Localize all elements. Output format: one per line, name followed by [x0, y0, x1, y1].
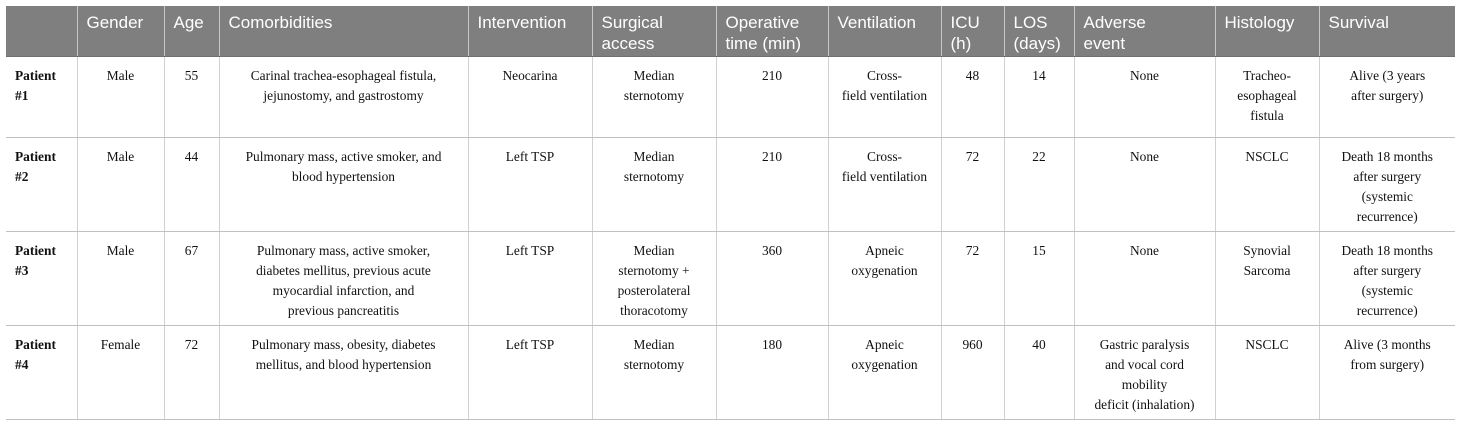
header-histology: Histology [1215, 6, 1319, 56]
header-adverse-event [1074, 6, 1215, 56]
operative-time-cell: 210 [716, 137, 828, 231]
icu-cell: 72 [941, 231, 1004, 325]
surgical-access-cell [592, 325, 716, 419]
cell-line: mellitus, and blood hypertension [255, 356, 432, 372]
cell-line: deficit (inhalation) [1094, 396, 1195, 412]
cell-line: oxygenation [851, 262, 918, 278]
cell-line: NSCLC [1245, 148, 1289, 164]
cell-line: Alive (3 months [1343, 336, 1431, 352]
cell-line: Patient [15, 242, 56, 258]
cell-line: None [1129, 148, 1159, 164]
cell-line: myocardial infarction, and [272, 282, 415, 298]
cell-line: Alive (3 years [1349, 67, 1426, 83]
ventilation-cell [828, 231, 941, 325]
los-cell: 15 [1004, 231, 1074, 325]
adverse-event-cell [1074, 137, 1215, 231]
cell-line: None [1129, 67, 1159, 83]
survival-cell [1319, 325, 1455, 419]
histology-cell [1215, 325, 1319, 419]
ventilation-cell [828, 56, 941, 137]
surgical-access-cell [592, 231, 716, 325]
cell-line: Cross- [867, 148, 902, 164]
header-line: (h) [950, 34, 972, 53]
survival-cell [1319, 56, 1455, 137]
patient-cell [6, 56, 77, 137]
operative-time-cell: 210 [716, 56, 828, 137]
icu-cell: 72 [941, 137, 1004, 231]
cell-line: jejunostomy, and gastrostomy [263, 87, 424, 103]
cell-line: from surgery) [1350, 356, 1425, 372]
cell-line: recurrence) [1356, 302, 1418, 318]
cell-line: Median [633, 67, 675, 83]
survival-cell [1319, 137, 1455, 231]
table-row [6, 137, 1455, 231]
intervention-cell: Left TSP [468, 231, 592, 325]
patient-cell [6, 137, 77, 231]
cell-line: Patient [15, 336, 56, 352]
los-cell: 40 [1004, 325, 1074, 419]
intervention-cell: Left TSP [468, 325, 592, 419]
cell-line: Patient [15, 67, 56, 83]
header-patient [6, 6, 77, 56]
cell-line: Pulmonary mass, active smoker, [256, 242, 431, 258]
age-cell: 67 [164, 231, 219, 325]
gender-cell: Male [77, 56, 164, 137]
table-row [6, 231, 1455, 325]
surgical-access-cell [592, 56, 716, 137]
cell-line: Patient [15, 148, 56, 164]
comorbidities-cell [219, 56, 468, 137]
histology-cell [1215, 137, 1319, 231]
header-surgical-access [592, 6, 716, 56]
gender-cell: Male [77, 231, 164, 325]
cell-line: Gastric paralysis [1099, 336, 1190, 352]
cell-line: mobility [1121, 376, 1168, 392]
cell-line: Cross- [867, 67, 902, 83]
gender-cell: Female [77, 325, 164, 419]
patient-outcomes-table [6, 6, 1455, 420]
cell-line: (systemic [1361, 188, 1413, 204]
cell-line: blood hypertension [291, 168, 396, 184]
table-row [6, 56, 1455, 137]
cell-line: None [1129, 242, 1159, 258]
cell-line: Tracheo- [1243, 67, 1291, 83]
adverse-event-cell [1074, 56, 1215, 137]
cell-line: Median [633, 242, 675, 258]
header-comorbidities: Comorbidities [219, 6, 468, 56]
header-ventilation: Ventilation [828, 6, 941, 56]
header-icu [941, 6, 1004, 56]
cell-line: field ventilation [841, 87, 928, 103]
header-survival: Survival [1319, 6, 1455, 56]
adverse-event-cell [1074, 231, 1215, 325]
cell-line: #3 [15, 262, 29, 278]
header-line: (days) [1013, 34, 1061, 53]
cell-line: sternotomy + [618, 262, 690, 278]
patient-cell [6, 325, 77, 419]
header-los [1004, 6, 1074, 56]
age-cell: 44 [164, 137, 219, 231]
los-cell: 22 [1004, 137, 1074, 231]
cell-line: Median [633, 148, 675, 164]
cell-line: Apneic [865, 336, 904, 352]
cell-line: after surgery) [1351, 87, 1424, 103]
icu-cell: 960 [941, 325, 1004, 419]
cell-line: #2 [15, 168, 29, 184]
cell-line: and vocal cord [1105, 356, 1184, 372]
header-line: ICU [950, 13, 980, 32]
cell-line: fistula [1250, 107, 1284, 123]
cell-line: sternotomy [623, 356, 685, 372]
icu-cell: 48 [941, 56, 1004, 137]
cell-line: posterolateral [617, 282, 691, 298]
table-row [6, 325, 1455, 419]
gender-cell: Male [77, 137, 164, 231]
header-intervention: Intervention [468, 6, 592, 56]
header-line: Surgical [601, 13, 663, 32]
cell-line: Median [633, 336, 675, 352]
cell-line: (systemic [1361, 282, 1413, 298]
cell-line: Carinal trachea-esophageal fistula, [250, 67, 437, 83]
header-operative-time [716, 6, 828, 56]
header-line: Operative [725, 13, 800, 32]
comorbidities-cell [219, 231, 468, 325]
cell-line: field ventilation [841, 168, 928, 184]
cell-line: Death 18 months [1341, 242, 1433, 258]
ventilation-cell [828, 137, 941, 231]
cell-line: after surgery [1353, 262, 1422, 278]
adverse-event-cell [1074, 325, 1215, 419]
histology-cell [1215, 56, 1319, 137]
survival-cell [1319, 231, 1455, 325]
intervention-cell: Neocarina [468, 56, 592, 137]
cell-line: Synovial [1243, 242, 1291, 258]
histology-cell [1215, 231, 1319, 325]
cell-line: #1 [15, 87, 29, 103]
table-header-row [6, 6, 1455, 56]
age-cell: 72 [164, 325, 219, 419]
cell-line: Pulmonary mass, active smoker, and [245, 148, 442, 164]
header-age: Age [164, 6, 219, 56]
cell-line: NSCLC [1245, 336, 1289, 352]
header-line: event [1083, 34, 1126, 53]
cell-line: previous pancreatitis [287, 302, 400, 318]
header-line: LOS [1013, 13, 1048, 32]
header-line: access [601, 34, 655, 53]
cell-line: Sarcoma [1243, 262, 1291, 278]
operative-time-cell: 180 [716, 325, 828, 419]
cell-line: Apneic [865, 242, 904, 258]
cell-line: after surgery [1353, 168, 1422, 184]
comorbidities-cell [219, 137, 468, 231]
operative-time-cell: 360 [716, 231, 828, 325]
patient-cell [6, 231, 77, 325]
cell-line: Pulmonary mass, obesity, diabetes [251, 336, 436, 352]
ventilation-cell [828, 325, 941, 419]
header-line: Adverse [1083, 13, 1146, 32]
cell-line: recurrence) [1356, 208, 1418, 224]
intervention-cell: Left TSP [468, 137, 592, 231]
cell-line: oxygenation [851, 356, 918, 372]
cell-line: #4 [15, 356, 29, 372]
cell-line: Death 18 months [1341, 148, 1433, 164]
header-gender: Gender [77, 6, 164, 56]
cell-line: diabetes mellitus, previous acute [256, 262, 431, 278]
header-line: time (min) [725, 34, 802, 53]
cell-line: thoracotomy [620, 302, 688, 318]
comorbidities-cell [219, 325, 468, 419]
los-cell: 14 [1004, 56, 1074, 137]
age-cell: 55 [164, 56, 219, 137]
table-body [6, 56, 1455, 419]
cell-line: sternotomy [623, 168, 685, 184]
cell-line: esophageal [1237, 87, 1297, 103]
cell-line: sternotomy [623, 87, 685, 103]
surgical-access-cell [592, 137, 716, 231]
